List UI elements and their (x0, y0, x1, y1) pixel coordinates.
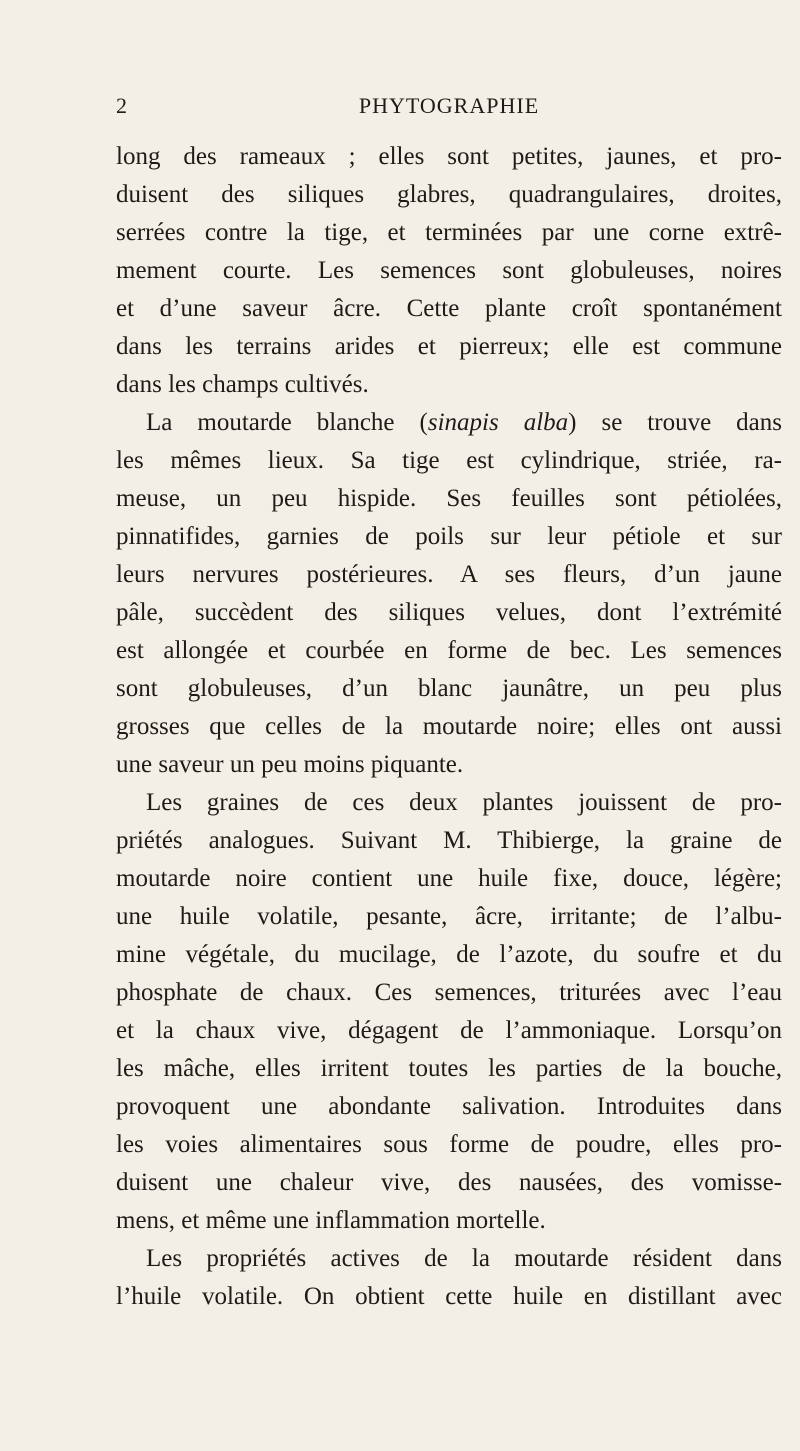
text-line: long des rameaux ; elles sont petites, jaunes, et pro- (116, 143, 782, 170)
text-line: Les propriétés actives de la moutarde résident dans (146, 1245, 782, 1272)
text-line: pinnatifides, garnies de poils sur leur pétiole et sur (116, 523, 782, 550)
text-line: une huile volatile, pesante, âcre, irritante; de l’albu- (116, 903, 782, 930)
text-line (116, 404, 782, 442)
running-head (116, 92, 782, 120)
text-segment: ) se trouve dans (568, 409, 783, 436)
text-line: les voies alimentaires sous forme de poudre, elles pro- (116, 1131, 782, 1158)
text-line: les mêmes lieux. Sa tige est cylindrique, striée, ra- (116, 447, 782, 474)
text-line: mine végétale, du mucilage, de l’azote, du soufre et du (116, 941, 782, 968)
text-line: phosphate de chaux. Ces semences, triturées avec l’eau (116, 979, 782, 1006)
text-line: et la chaux vive, dégagent de l’ammoniaque. Lorsqu’on (116, 1017, 782, 1044)
text-line: duisent une chaleur vive, des nausées, des vomisse- (116, 1169, 782, 1196)
text-line: et d’une saveur âcre. Cette plante croît spontanément (116, 295, 782, 322)
text-line: les mâche, elles irritent toutes les parties de la bouche, (116, 1055, 782, 1082)
text-line: sont globuleuses, d’un blanc jaunâtre, un peu plus (116, 675, 782, 702)
text-line: provoquent une abondante salivation. Introduites dans (116, 1093, 782, 1120)
running-title: PHYTOGRAPHIE (358, 93, 540, 118)
text-line: duisent des siliques glabres, quadrangulaires, droites, (116, 181, 782, 208)
text-line: leurs nervures postérieures. A ses fleurs, d’un jaune (116, 561, 782, 588)
text-line: pâle, succèdent des siliques velues, dont l’extrémité (116, 599, 782, 626)
text-line: mement courte. Les semences sont globuleuses, noires (116, 257, 782, 284)
text-line: meuse, un peu hispide. Ses feuilles sont pétiolées, (116, 485, 782, 512)
text-line: moutarde noire contient une huile fixe, douce, légère; (116, 865, 782, 892)
species-name: sinapis alba (427, 409, 569, 436)
text-line: une saveur un peu moins piquante. (116, 751, 464, 778)
text-line: Les graines de ces deux plantes jouissent de pro- (146, 789, 782, 816)
text-line: grosses que celles de la moutarde noire; elles ont aussi (116, 713, 782, 740)
body-text (116, 138, 782, 1316)
page-number: 2 (116, 93, 127, 118)
text-line: priétés analogues. Suivant M. Thibierge, la graine de (116, 827, 782, 854)
text-line: est allongée et courbée en forme de bec. Les semences (116, 637, 782, 664)
text-segment: La moutarde blanche ( (146, 409, 428, 436)
text-line: dans les terrains arides et pierreux; elle est commune (116, 333, 782, 360)
text-line: l’huile volatile. On obtient cette huile en distillant avec (116, 1283, 782, 1310)
text-line: dans les champs cultivés. (116, 371, 369, 398)
text-line: serrées contre la tige, et terminées par une corne extrê- (116, 219, 782, 246)
text-line: mens, et même une inflammation mortelle. (116, 1207, 546, 1234)
